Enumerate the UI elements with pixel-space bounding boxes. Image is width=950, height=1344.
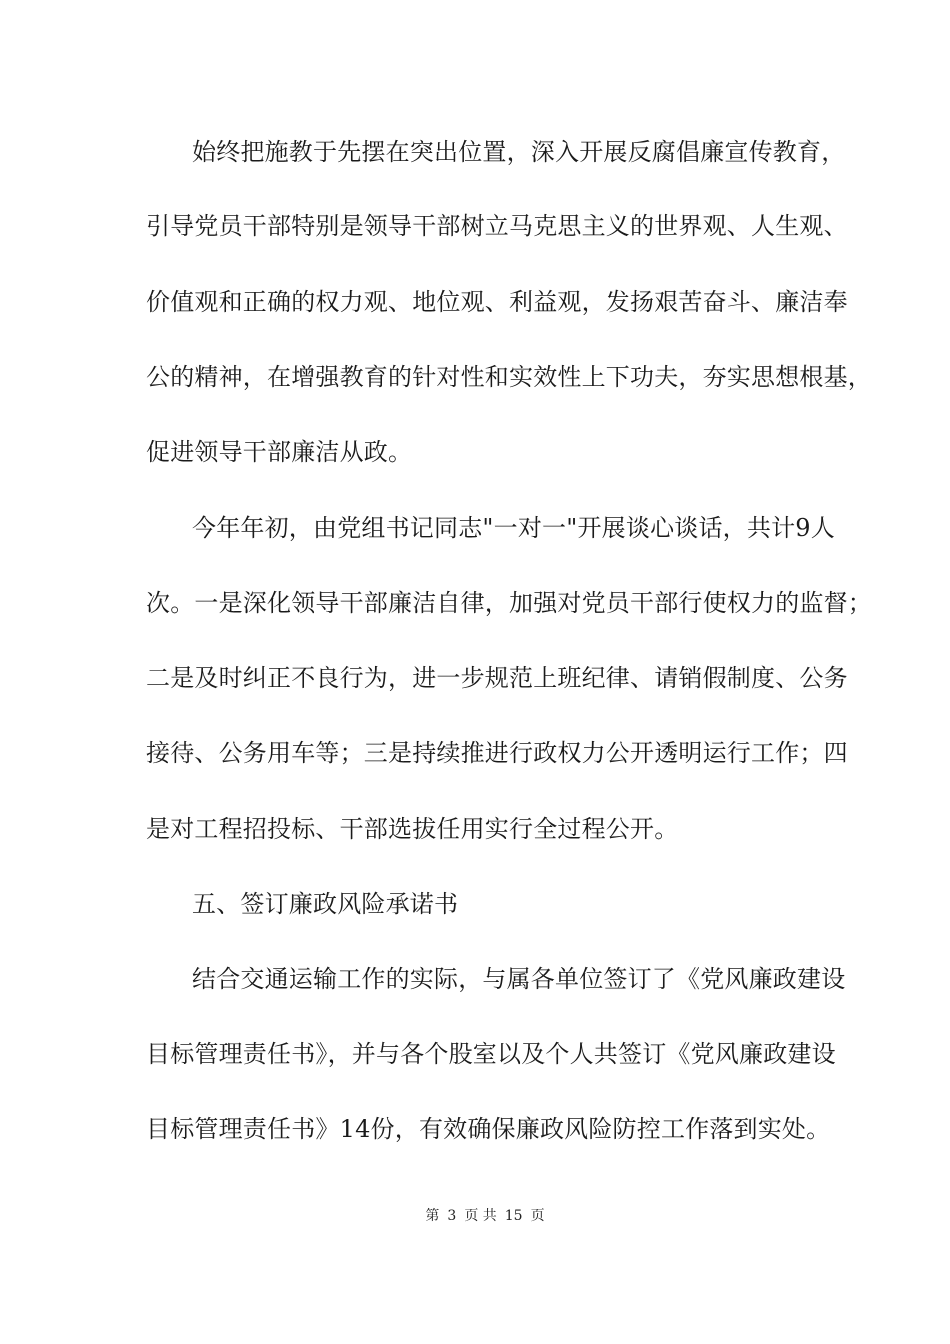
text-line: 引导党员干部特别是领导干部树立马克思主义的世界观、人生观、 <box>146 212 848 240</box>
text-line: 始终把施教于先摆在突出位置，深入开展反腐倡廉宣传教育， <box>192 138 846 166</box>
text-line: 促进领导干部廉洁从政。 <box>146 438 413 466</box>
section-heading: 五、签订廉政风险承诺书 <box>192 890 459 918</box>
text-line: 目标管理责任书》，并与各个股室以及个人共签订《党风廉政建设 <box>146 1040 836 1068</box>
text-line: 二是及时纠正不良行为，进一步规范上班纪律、请销假制度、公务 <box>146 664 848 692</box>
footer-prefix: 第 <box>425 1208 440 1224</box>
text-line: 公的精神，在增强教育的针对性和实效性上下功夫，夯实思想根基， <box>146 363 872 391</box>
text-line: 是对工程招投标、干部选拔任用实行全过程公开。 <box>146 815 679 843</box>
footer-total-pages: 15 <box>504 1208 523 1224</box>
text-line: 价值观和正确的权力观、地位观、利益观，发扬艰苦奋斗、廉洁奉 <box>146 288 848 316</box>
text-line: 目标管理责任书》14份，有效确保廉政风险防控工作落到实处。 <box>146 1115 831 1143</box>
text-line: 结合交通运输工作的实际，与属各单位签订了《党风廉政建设 <box>192 965 846 993</box>
page-footer <box>0 1206 950 1226</box>
text-line: 次。一是深化领导干部廉洁自律，加强对党员干部行使权力的监督； <box>146 589 872 617</box>
footer-middle: 页 共 <box>464 1208 497 1224</box>
footer-suffix: 页 <box>530 1208 545 1224</box>
text-line: 今年年初，由党组书记同志"一对一"开展谈心谈话，共计9人 <box>192 514 835 542</box>
text-line: 接待、公务用车等；三是持续推进行政权力公开透明运行工作；四 <box>146 739 848 767</box>
footer-current-page: 3 <box>447 1208 457 1224</box>
